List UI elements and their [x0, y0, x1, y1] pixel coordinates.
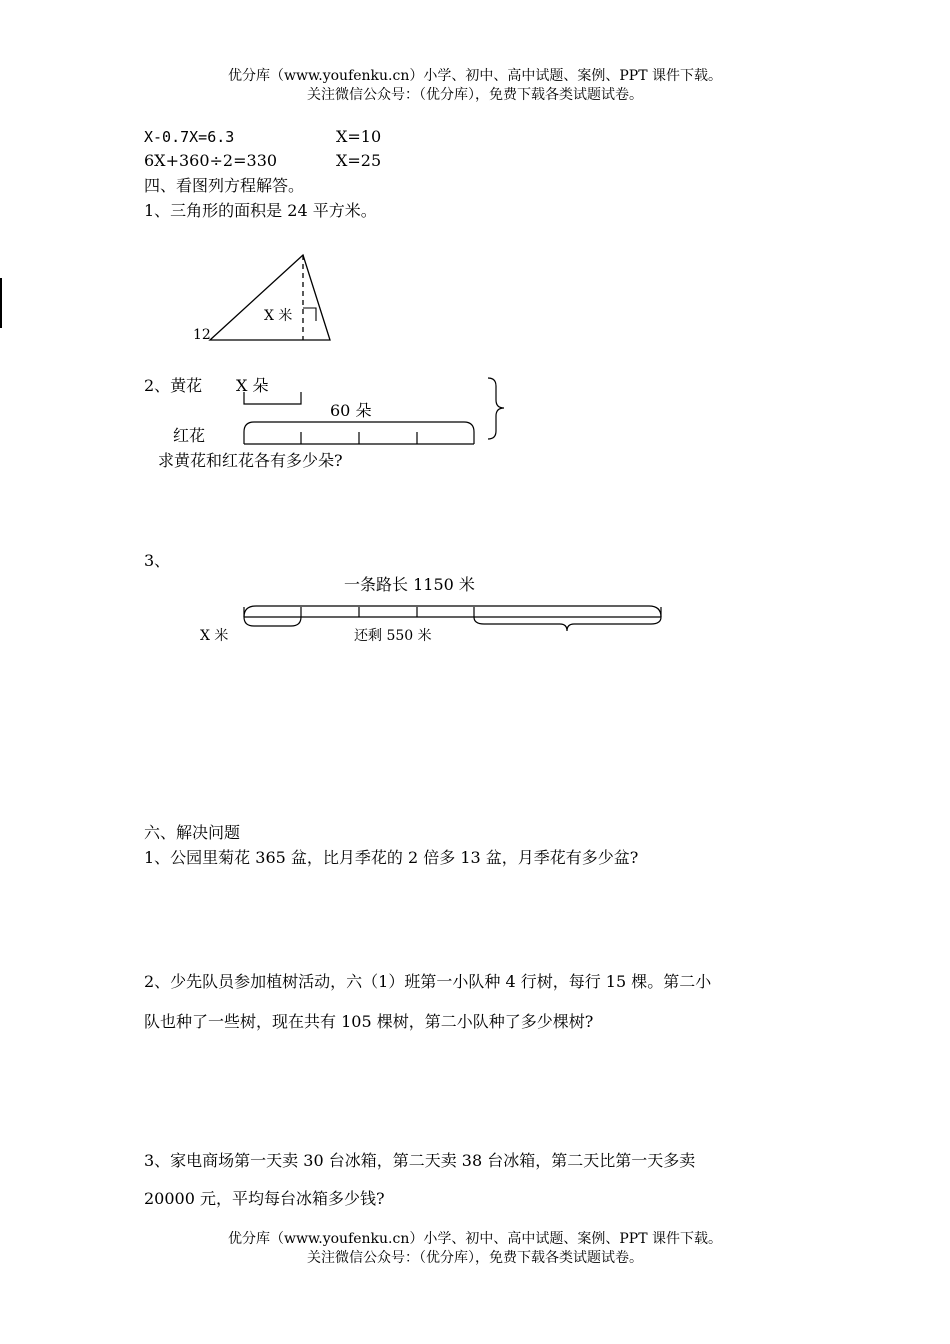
- road-total-brace: [244, 606, 661, 617]
- section-6-title: 六、解决问题: [144, 823, 241, 842]
- section-4-q3-prefix: 3、: [144, 551, 171, 570]
- section-6-q2-line1: 2、少先队员参加植树活动，六（1）班第一小队种 4 行树，每行 15 棵。第二小: [144, 972, 712, 991]
- footer-line-1: 优分库（www.youfenku.cn）小学、初中、高中试题、案例、PPT 课件下载。: [227, 1231, 722, 1247]
- equation-1-answer: X=10: [336, 127, 382, 146]
- footer-line-2: 关注微信公众号：（优分库），免费下载各类试题试卷。: [307, 1250, 643, 1266]
- road-total-label: 一条路长 1150 米: [344, 575, 475, 594]
- section-6-q2-line2: 队也种了一些树，现在共有 105 棵树，第二小队种了多少棵树?: [144, 1012, 594, 1031]
- section-4-q2-question: 求黄花和红花各有多少朵?: [158, 451, 343, 470]
- road-remaining-label: 还剩 550 米: [354, 628, 432, 644]
- road-x-label: X 米: [200, 628, 229, 644]
- x-segment-brace: [244, 617, 301, 626]
- section-6-q3-line2: 20000 元，平均每台冰箱多少钱?: [144, 1189, 385, 1208]
- equation-2-answer: X=25: [336, 151, 382, 170]
- section-4-q2-prefix: 2、黄花: [144, 376, 203, 395]
- header-line-2: 关注微信公众号：（优分库），免费下载各类试题试卷。: [307, 87, 643, 103]
- yellow-flower-label: X 朵: [236, 376, 269, 395]
- total-flower-label: 60 朵: [330, 401, 372, 420]
- section-4-title: 四、看图列方程解答。: [144, 176, 305, 195]
- equation-2: 6X+360÷2=330: [144, 151, 278, 170]
- header-line-1: 优分库（www.youfenku.cn）小学、初中、高中试题、案例、PPT 课件下载。: [227, 68, 722, 84]
- remaining-segment-brace: [474, 617, 661, 631]
- red-flower-label: 红花: [173, 426, 206, 445]
- section-6-q3-line1: 3、家电商场第一天卖 30 台冰箱，第二天卖 38 台冰箱，第二天比第一天多卖: [144, 1151, 696, 1170]
- triangle-height-label: X 米: [264, 308, 293, 324]
- section-6-q1: 1、公园里菊花 365 盆，比月季花的 2 倍多 13 盆，月季花有多少盆?: [144, 848, 639, 867]
- triangle-base-label: 12: [193, 327, 211, 343]
- section-4-q1-text: 1、三角形的面积是 24 平方米。: [144, 201, 377, 220]
- equation-1: X-0.7X=6.3: [144, 128, 235, 146]
